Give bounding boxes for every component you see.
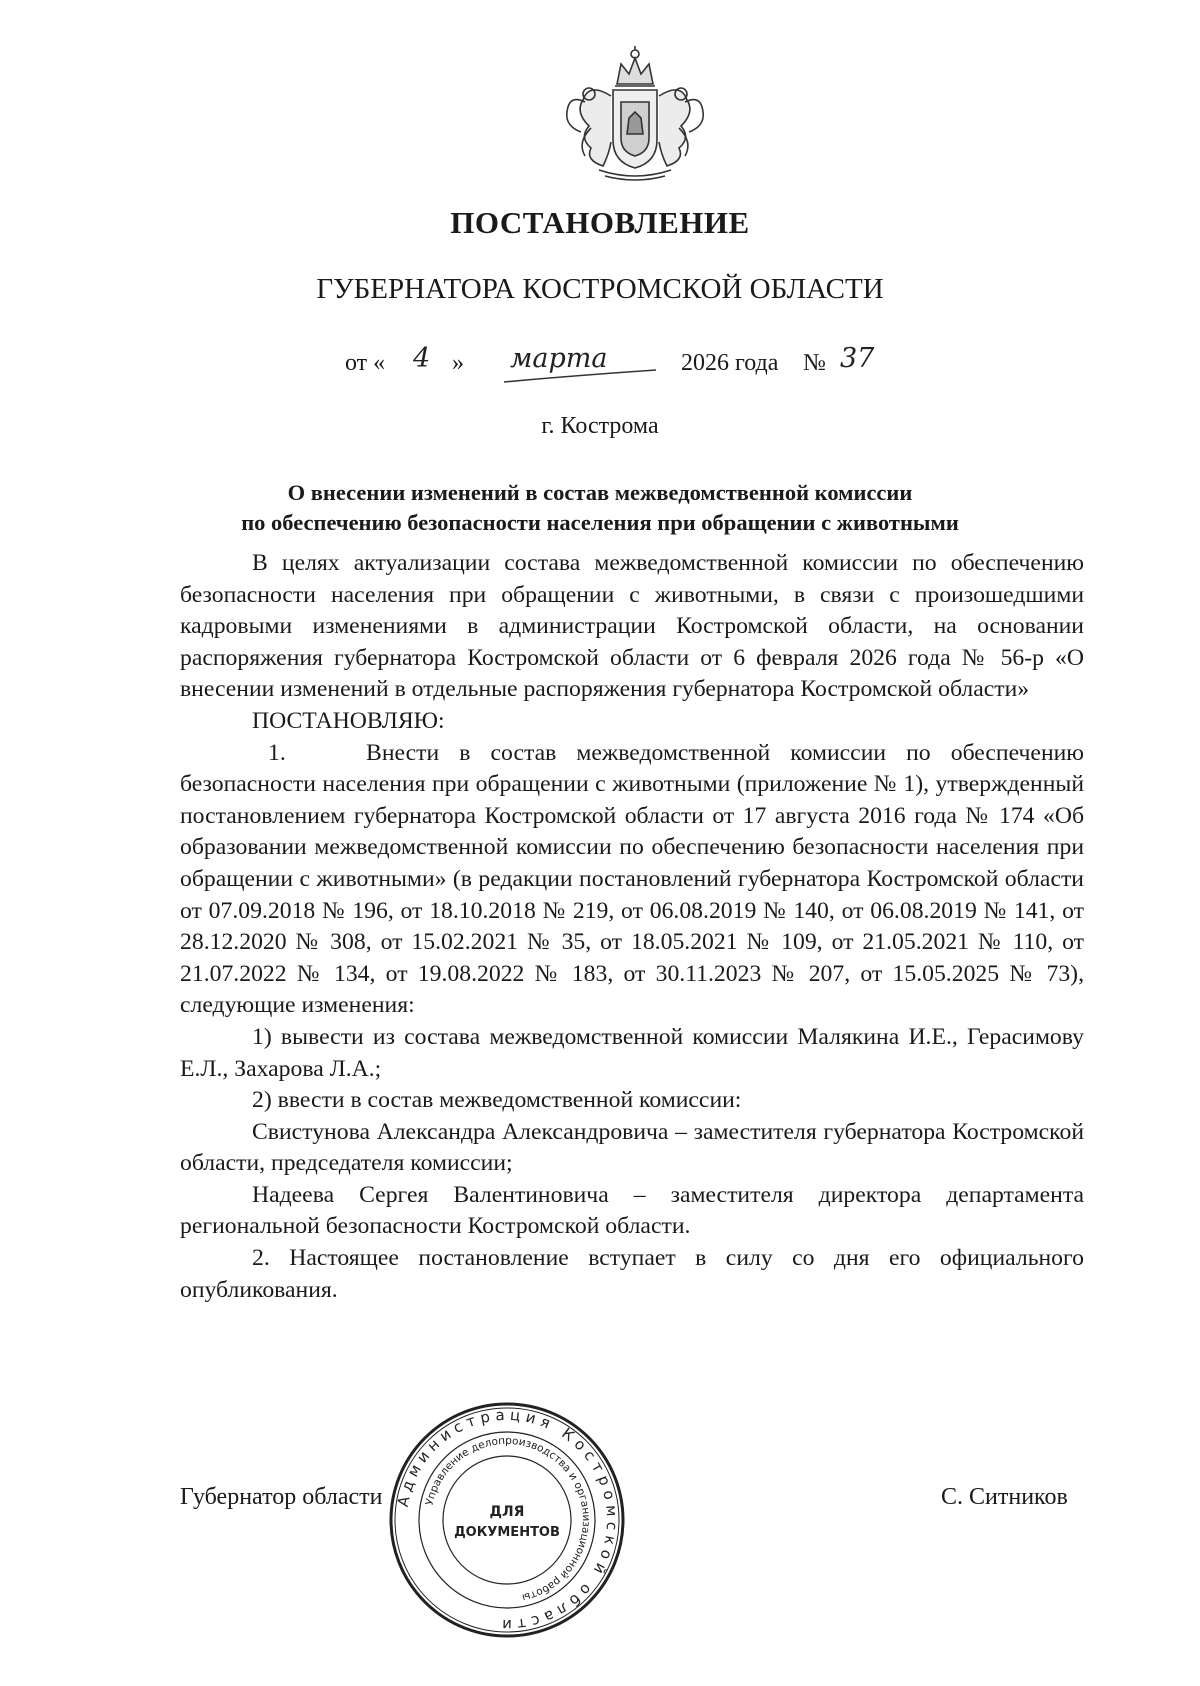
document-number-handwritten: 37	[840, 343, 875, 374]
member-2-paragraph: Надеева Сергея Валентиновича – заместителя директора департамента региональной безопасности Костромской области.	[180, 1181, 1084, 1240]
date-month-handwritten: марта	[510, 343, 608, 374]
decree-word: ПОСТАНОВЛЯЮ:	[252, 707, 445, 734]
stamp-inner-text: Управление делопроизводства и организационной работы	[423, 1434, 593, 1604]
subitem-1-paragraph: 1) вывести из состава межведомственной комиссии Малякина И.Е., Герасимову Е.Л., Захарова Л.А.;	[180, 1023, 1084, 1082]
date-prefix: от «	[345, 350, 386, 376]
issuer-title: ГУБЕРНАТОРА КОСТРОМСКОЙ ОБЛАСТИ	[316, 273, 884, 305]
signature-position: Губернатор области	[180, 1484, 383, 1510]
document-type-title: ПОСТАНОВЛЕНИЕ	[450, 205, 750, 240]
stamp-center-line-2: ДОКУМЕНТОВ	[454, 1525, 560, 1540]
signature-name: С. Ситников	[941, 1484, 1068, 1510]
subitem-2-paragraph: 2) ввести в состав межведомственной комиссии:	[252, 1087, 742, 1114]
document-subject-heading	[150, 478, 1050, 538]
city-line: г. Кострома	[541, 413, 659, 439]
subject-line-2: по обеспечению безопасности населения при обращении с животными	[241, 510, 959, 535]
preamble-paragraph: В целях актуализации состава межведомственной комиссии по обеспечению безопасности населения при обращении с животными, в связи с произошедшими кадровыми изменениями в администрации Костромской области, на основании распоряжения губернатора Костромской области от 6 февраля 2026 года № 56-р «О внесении изменений в отдельные распоряжения губернатора Костромской области»	[180, 550, 1084, 703]
document-body	[180, 548, 1084, 1306]
date-day-handwritten: 4	[413, 343, 431, 374]
date-quote-close: »	[452, 350, 464, 376]
stamp-outer-text: Администрация Костромской области	[393, 1405, 622, 1635]
stamp-center-line-1: ДЛЯ	[489, 1504, 525, 1520]
item-1-paragraph: 1. Внести в состав межведомственной комиссии по обеспечению безопасности населения при обращении с животными (приложение № 1), утвержденный постановлением губернатора Костромской области от 17 августа 2016 года № 174 «Об образовании межведомственной комиссии по обеспечению безопасности населения при обращении с животными» (в редакции постановлений губернатора Костромской области от 07.09.2018 № 196, от 18.10.2018 № 219, от 06.08.2019 № 140, от 06.08.2019 № 141, от 28.12.2020 № 308, от 15.02.2021 № 35, от 18.05.2021 № 109, от 21.05.2021 № 110, от 21.07.2022 № 134, от 19.08.2022 № 183, от 30.11.2023 № 207, от 15.05.2025 № 73), следующие изменения:	[180, 739, 1084, 1019]
member-1-paragraph: Свистунова Александра Александровича – заместителя губернатора Костромской области, председателя комиссии;	[180, 1118, 1084, 1177]
date-year: 2026 года	[681, 350, 779, 376]
coat-of-arms-emblem	[555, 42, 715, 182]
item-2-paragraph: 2. Настоящее постановление вступает в силу со дня его официального опубликования.	[180, 1245, 1084, 1303]
number-sign: №	[803, 350, 826, 376]
month-underline-stroke	[500, 352, 660, 392]
subject-line-1: О внесении изменений в состав межведомственной комиссии	[287, 480, 913, 505]
official-round-stamp	[387, 1400, 627, 1640]
